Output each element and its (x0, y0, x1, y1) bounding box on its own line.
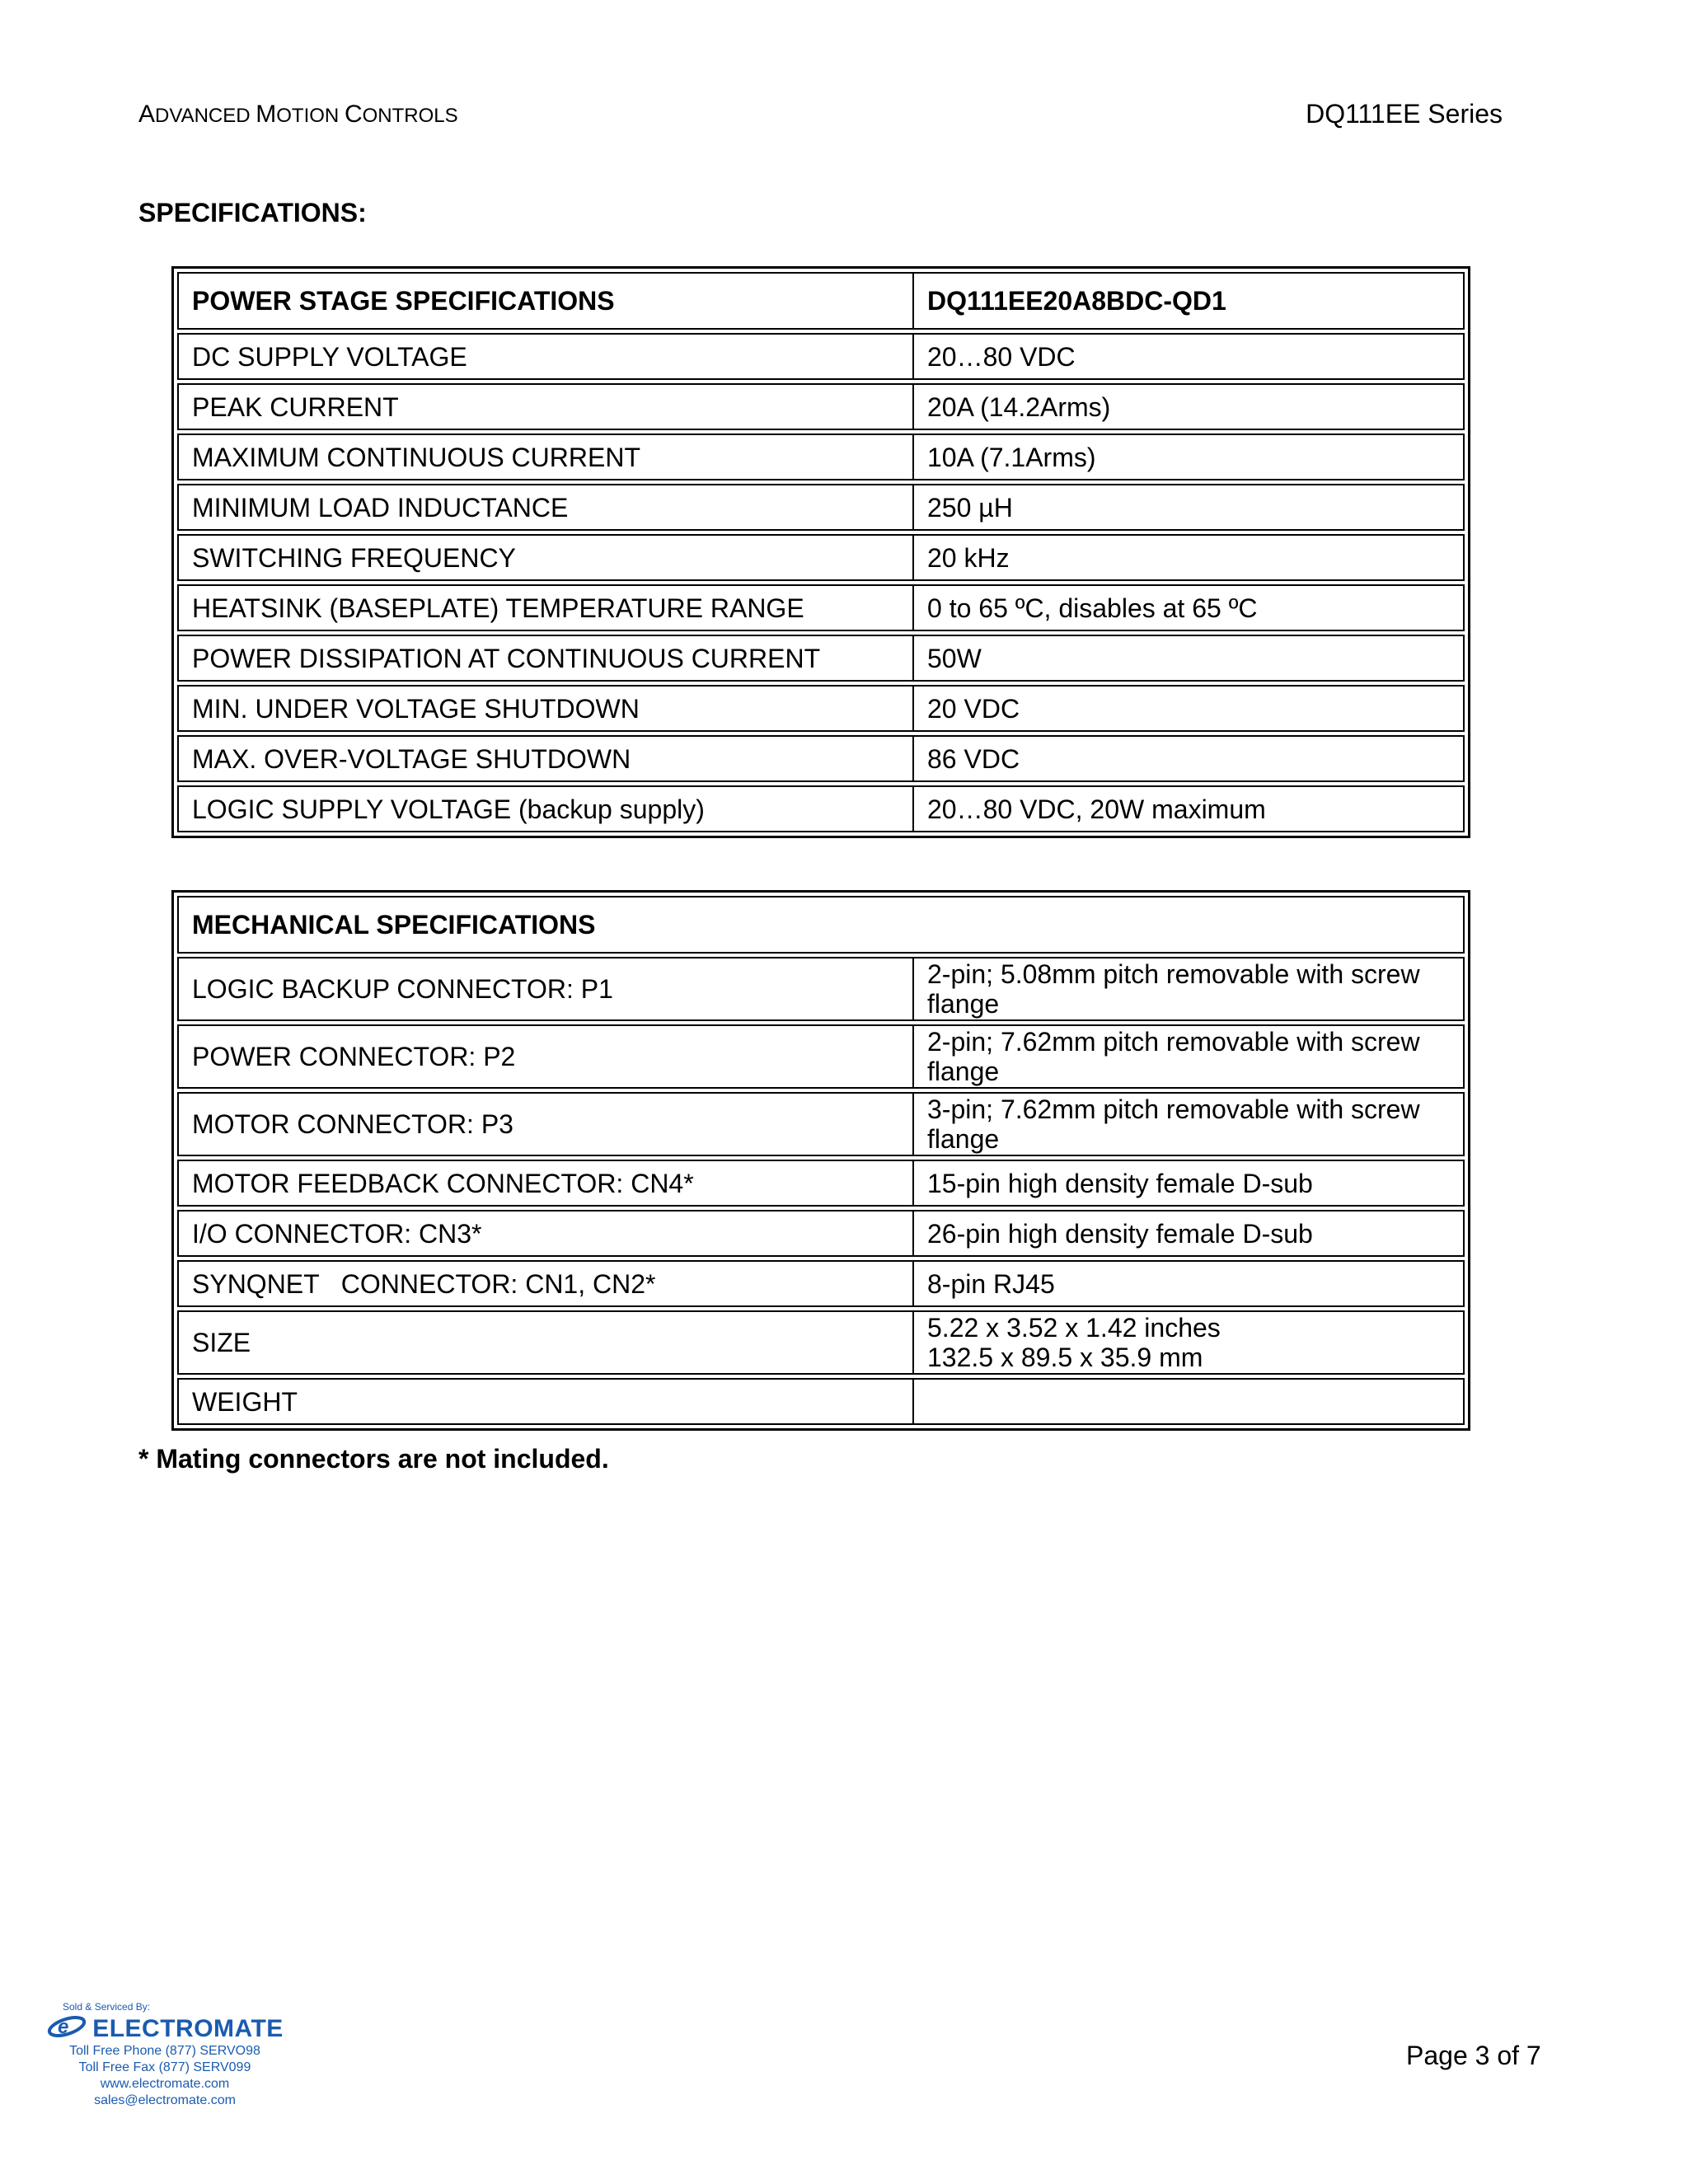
header-letter-a: A (138, 101, 156, 128)
spec-value: 15-pin high density female D-sub (914, 1160, 1465, 1207)
power-stage-table (171, 266, 1470, 838)
table-row (177, 785, 1465, 832)
spec-value: 20…80 VDC, 20W maximum (914, 785, 1465, 832)
spec-label: MAXIMUM CONTINUOUS CURRENT (177, 434, 914, 480)
header-word-controls: ONTROLS (362, 105, 458, 127)
footnote: * Mating connectors are not included. (138, 1444, 609, 1474)
power-heading: POWER STAGE SPECIFICATIONS (177, 272, 914, 330)
spec-value: 2-pin; 7.62mm pitch removable with screw flange (914, 1024, 1465, 1089)
spec-value: 20A (14.2Arms) (914, 383, 1465, 430)
spec-value: 50W (914, 635, 1465, 682)
toll-free-phone: Toll Free Phone (877) SERVO98 (69, 2044, 260, 2058)
electromate-logo-icon (46, 2014, 87, 2043)
table-row (177, 635, 1465, 682)
header-letter-c: C (344, 101, 363, 128)
mechanical-table (171, 890, 1470, 1431)
spec-value: 10A (7.1Arms) (914, 434, 1465, 480)
svg-text:e: e (58, 2016, 69, 2038)
table-row (177, 383, 1465, 430)
spec-label: SYNQNET CONNECTOR: CN1, CN2* (177, 1260, 914, 1307)
electromate-logo-block (58, 2001, 284, 2109)
header-series: DQ111EE Series (1306, 99, 1503, 129)
table-row (177, 1024, 1465, 1089)
table-row (177, 1260, 1465, 1307)
website-link[interactable]: www.electromate.com (100, 2077, 230, 2091)
spec-label: SIZE (177, 1310, 914, 1375)
table-row (177, 1378, 1465, 1425)
table-row (177, 957, 1465, 1021)
table-row (177, 1160, 1465, 1207)
logo (58, 2014, 284, 2043)
table-row (177, 735, 1465, 782)
table-row (177, 1210, 1465, 1257)
spec-value: 26-pin high density female D-sub (914, 1210, 1465, 1257)
toll-free-fax: Toll Free Fax (877) SERV099 (78, 2060, 251, 2074)
spec-value: 20 VDC (914, 685, 1465, 732)
spec-label: LOGIC SUPPLY VOLTAGE (backup supply) (177, 785, 914, 832)
spec-value (914, 1378, 1465, 1425)
spec-label: POWER DISSIPATION AT CONTINUOUS CURRENT (177, 635, 914, 682)
table-header-row (177, 272, 1465, 330)
table-row (177, 434, 1465, 480)
spec-label: MOTOR FEEDBACK CONNECTOR: CN4* (177, 1160, 914, 1207)
spec-value: 86 VDC (914, 735, 1465, 782)
table-row (177, 534, 1465, 581)
spec-label: PEAK CURRENT (177, 383, 914, 430)
table-row (177, 1092, 1465, 1156)
spec-label: HEATSINK (BASEPLATE) TEMPERATURE RANGE (177, 584, 914, 631)
header-letter-m: M (256, 101, 277, 128)
model-number: DQ111EE20A8BDC-QD1 (914, 272, 1465, 330)
spec-value: 250 µH (914, 484, 1465, 531)
spec-label: LOGIC BACKUP CONNECTOR: P1 (177, 957, 914, 1021)
spec-label: DC SUPPLY VOLTAGE (177, 333, 914, 380)
section-title: SPECIFICATIONS: (138, 198, 367, 227)
spec-label: I/O CONNECTOR: CN3* (177, 1210, 914, 1257)
table-row (177, 333, 1465, 380)
table-row (177, 685, 1465, 732)
spec-label: MAX. OVER-VOLTAGE SHUTDOWN (177, 735, 914, 782)
sold-by-label: Sold & Serviced By: (63, 2001, 151, 2013)
spec-label: MOTOR CONNECTOR: P3 (177, 1092, 914, 1156)
spec-label: POWER CONNECTOR: P2 (177, 1024, 914, 1089)
spec-value: 20…80 VDC (914, 333, 1465, 380)
email-link[interactable]: sales@electromate.com (94, 2093, 236, 2107)
spec-label: WEIGHT (177, 1378, 914, 1425)
header-word-motion: OTION (276, 105, 345, 127)
header-word-advanced: DVANCED (155, 105, 256, 127)
size-inches: 5.22 x 3.52 x 1.42 inches (927, 1313, 1221, 1343)
page-number: Page 3 of 7 (1406, 2041, 1541, 2070)
company-name: ELECTROMATE (92, 2014, 284, 2042)
table-header-row (177, 896, 1465, 954)
size-mm: 132.5 x 89.5 x 35.9 mm (927, 1343, 1203, 1372)
spec-label: SWITCHING FREQUENCY (177, 534, 914, 581)
spec-value: 8-pin RJ45 (914, 1260, 1465, 1307)
table-row (177, 1310, 1465, 1375)
spec-value (914, 1310, 1465, 1375)
table-row (177, 484, 1465, 531)
spec-label: MIN. UNDER VOLTAGE SHUTDOWN (177, 685, 914, 732)
spec-value: 3-pin; 7.62mm pitch removable with screw flange (914, 1092, 1465, 1156)
header-company (138, 101, 458, 129)
spec-value: 20 kHz (914, 534, 1465, 581)
spec-value: 2-pin; 5.08mm pitch removable with screw flange (914, 957, 1465, 1021)
mechanical-heading: MECHANICAL SPECIFICATIONS (177, 896, 1465, 954)
spec-label: MINIMUM LOAD INDUCTANCE (177, 484, 914, 531)
spec-value: 0 to 65 ºC, disables at 65 ºC (914, 584, 1465, 631)
table-row (177, 584, 1465, 631)
